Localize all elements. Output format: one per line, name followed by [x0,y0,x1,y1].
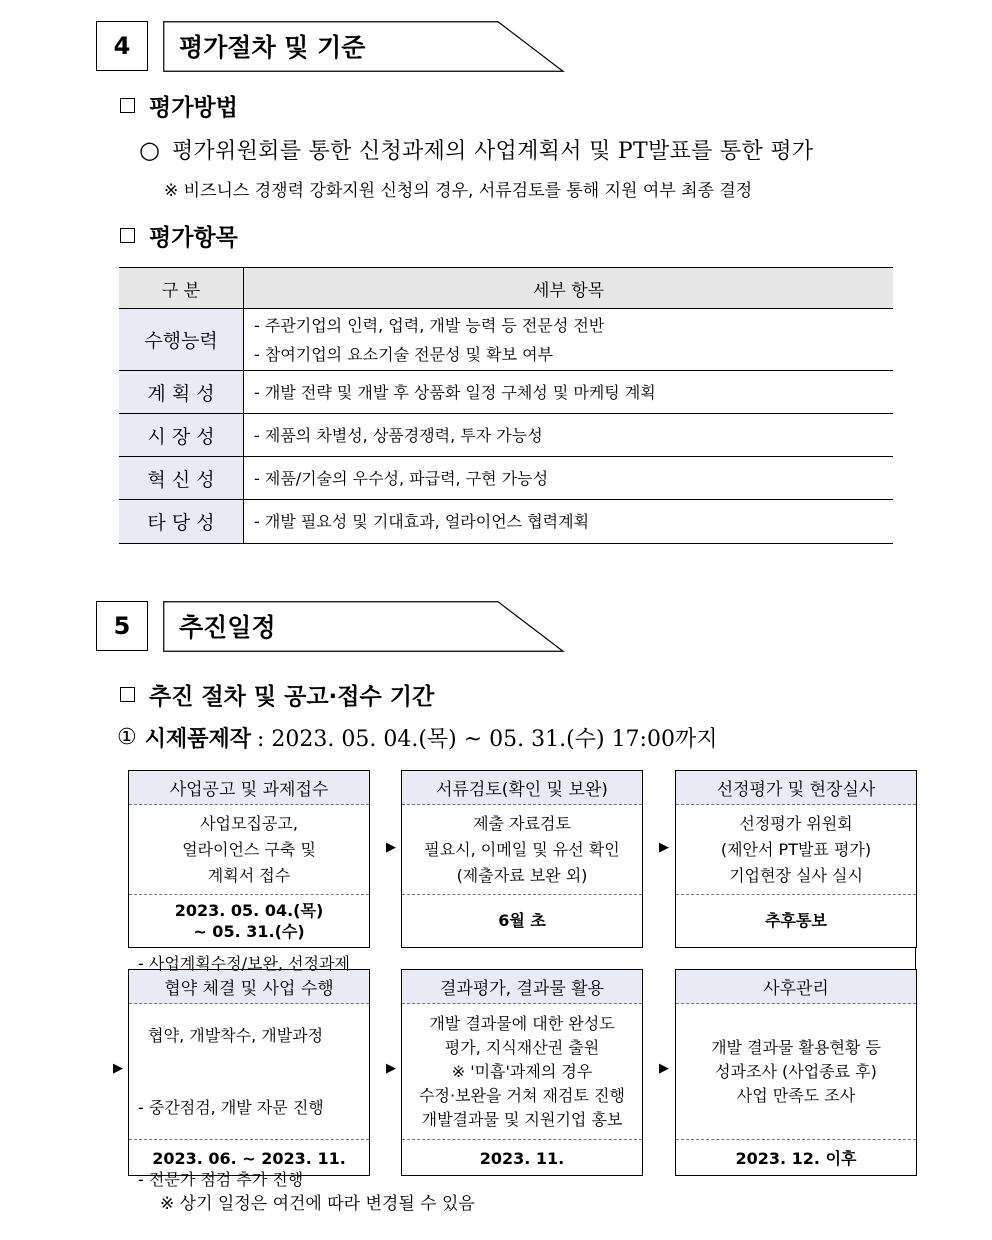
square-bullet-icon [120,98,135,113]
step-period [402,895,642,946]
step-body-line: 개발결과물 및 지원기업 홍보 [421,1109,623,1129]
detail-line: - 주관기업의 인력, 업력, 개발 능력 등 전문성 전반 [254,315,605,335]
flow-connector [915,947,916,969]
step-body-line: 기업현장 실사 실시 [729,865,863,885]
table-header-row [119,268,893,309]
table-cell-details [244,371,894,414]
schedule-line [117,722,717,753]
step-body [129,805,369,895]
schedule-period: : 2023. 05. 04.(목) ~ 05. 31.(수) 17:00까지 [257,727,718,752]
step-body-line: 필요시, 이메일 및 유선 확인 [424,839,620,859]
detail-line: - 개발 필요성 및 기대효과, 얼라이언스 협력계획 [254,512,590,531]
step-period-line: 2023. 12. 이후 [735,1148,857,1168]
step-body-line: (제안서 PT발표 평가) [720,839,872,859]
step-body-line: 개발 결과물에 대한 완성도 [429,1013,615,1033]
table-cell-details [244,309,894,371]
step-body-line: 얼라이언스 구축 및 [182,839,316,859]
step-body-line: 사업모집공고, [200,813,298,833]
schedule-heading-text: 추진 절차 및 공고·접수 기간 [149,683,435,710]
table-row [119,414,893,457]
table-cell-category: 수행능력 [119,309,244,371]
table-row [119,457,893,500]
step-box-6 [675,969,917,1176]
step-period-line: 추후통보 [765,911,827,930]
flow-arrow-icon: ▶ [386,1061,396,1076]
step-period [402,1140,642,1176]
step-body-line: 수정·보완을 거쳐 재검토 진행 [419,1085,625,1105]
step-body-line: (제출자료 보완 외) [456,865,588,885]
step-title: 사업공고 및 과제접수 [129,771,369,805]
step-body-line: 평가, 지식재산권 출원 [444,1037,600,1057]
schedule-footnote: ※ 상기 일정은 여건에 따라 변경될 수 있음 [160,1194,475,1214]
flow-arrow-icon: ▶ [659,1061,669,1076]
square-bullet-icon [120,687,135,702]
table-cell-details [244,457,894,500]
table-cell-category: 시 장 성 [119,414,244,457]
table-row [119,371,893,414]
flow-arrow-icon: ▶ [113,1061,123,1076]
method-bullet [139,134,813,165]
table-cell-details [244,414,894,457]
section-4-title: 평가절차 및 기준 [179,33,366,62]
step-body [676,1004,916,1140]
table-cell-details [244,500,894,544]
step-body [676,805,916,895]
step-box-3 [675,770,917,948]
detail-line: - 제품/기술의 우수성, 파급력, 구현 가능성 [254,468,549,488]
step-box-4 [128,953,370,1189]
table-header-category: 구 분 [119,268,244,309]
step-period [676,895,916,946]
step-body-line: 선정평가 위원회 [739,813,853,833]
step-title: 협약 체결 및 사업 수행 [129,970,369,1004]
step-title: 서류검토(확인 및 보완) [402,771,642,805]
step-period-line: ~ 05. 31.(수) [193,921,305,941]
flow-arrow-icon: ▶ [659,840,669,855]
schedule-label: 시제품제작 [144,727,251,752]
section-5-title: 추진일정 [179,613,276,642]
section-5-title-box [163,601,565,651]
step-body-line: - 사업계획수정/보완, 선정과제 [138,953,350,973]
step-body [402,805,642,895]
detail-line: - 제품의 차별성, 상품경쟁력, 투자 가능성 [254,425,543,445]
items-heading-text: 평가항목 [149,224,238,251]
step-period [676,1140,916,1176]
step-period-line: 2023. 11. [479,1148,565,1168]
circled-number-one: ① [117,725,137,750]
table-cell-category: 타 당 성 [119,500,244,544]
step-period-line: 2023. 05. 04.(목) [174,900,324,920]
step-body-line: 계획서 접수 [207,865,291,885]
step-title: 결과평가, 결과물 활용 [402,970,642,1004]
table-header-details: 세부 항목 [244,268,894,309]
square-bullet-icon [120,228,135,243]
evaluation-table [119,267,893,544]
step-body-line: - 중간점검, 개발 자문 진행 [138,1097,324,1117]
step-body-line: 협약, 개발착수, 개발과정 [138,1025,324,1045]
step-body [402,1004,642,1140]
section-4-number: 4 [96,21,148,71]
schedule-heading [120,679,434,709]
step-body-line: 제출 자료검토 [473,813,571,833]
step-body-line: - 전문가 점검 추가 진행 [138,1169,304,1189]
step-period-line: 2023. 06. ~ 2023. 11. [152,1148,346,1168]
step-box-5 [401,969,643,1176]
table-cell-category: 혁 신 성 [119,457,244,500]
step-body-line: 사업 만족도 조사 [736,1085,856,1105]
section-4-title-box [163,21,565,71]
step-body-line: 개발 결과물 활용현황 등 [711,1037,881,1057]
table-row [119,309,893,371]
method-heading [120,90,238,120]
items-heading [120,220,238,250]
method-note: ※ 비즈니스 경쟁력 강화지원 신청의 경우, 서류검토를 통해 지원 여부 최종 결정 [164,181,753,201]
flow-arrow-icon: ▶ [386,840,396,855]
step-period-line: 6월 초 [498,911,546,930]
step-box-2 [401,770,643,948]
table-cell-category: 계 획 성 [119,371,244,414]
step-title: 사후관리 [676,970,916,1004]
section-5-number: 5 [96,601,148,651]
method-heading-text: 평가방법 [149,94,238,121]
detail-line: - 개발 전략 및 개발 후 상품화 일정 구체성 및 마케팅 계획 [254,382,656,402]
circle-bullet-icon: ○ [139,135,160,164]
method-bullet-text: 평가위원회를 통한 신청과제의 사업계획서 및 PT발표를 통한 평가 [171,139,814,164]
detail-line: - 참여기업의 요소기술 전문성 및 확보 여부 [254,344,554,364]
table-row [119,500,893,544]
step-body-line: ※ '미흡'과제의 경우 [451,1061,593,1081]
step-body-line: 성과조사 (사업종료 후) [715,1061,877,1081]
step-title: 선정평가 및 현장실사 [676,771,916,805]
